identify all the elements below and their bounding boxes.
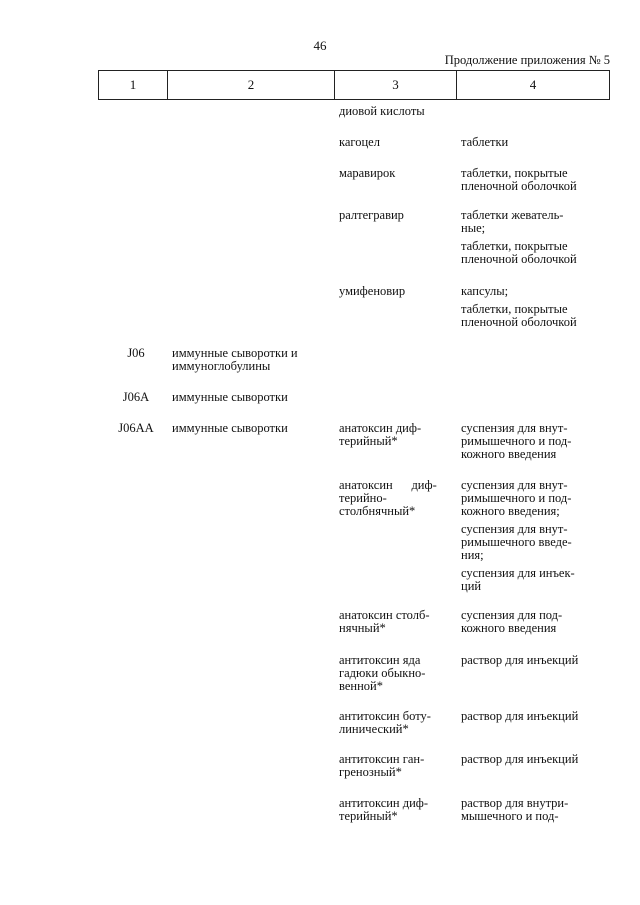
atc-code: J06AA <box>118 421 154 435</box>
dosage-form: таблетки жеватель- ные; <box>461 208 564 235</box>
dosage-form: суспензия для внут- римышечного и под- кожного введения <box>461 421 572 461</box>
substance-name: анатоксин диф- терийно- столбнячный* <box>339 478 437 518</box>
dosage-forms <box>461 797 609 823</box>
dosage-form: таблетки, покрытые пленочной оболочкой <box>461 302 577 329</box>
atc-code: J06 <box>127 346 145 360</box>
column-header-4: 4 <box>457 71 610 100</box>
column-header-2: 2 <box>168 71 335 100</box>
substance-name: диовой кислоты <box>339 104 425 118</box>
dosage-form: суспензия для внут- римышечного и под- кожного введения; <box>461 478 572 518</box>
page-number: 46 <box>313 38 327 53</box>
dosage-form: суспензия для под- кожного введения <box>461 608 563 635</box>
substance-name: антитоксин ган- гренозный* <box>339 752 425 779</box>
dosage-forms <box>461 285 609 329</box>
dosage-form: капсулы; <box>461 284 509 298</box>
dosage-forms <box>461 422 609 461</box>
substance-name: анатоксин диф- терийный* <box>339 421 422 448</box>
substance-name: маравирок <box>339 166 396 180</box>
dosage-forms <box>461 654 609 667</box>
dosage-form: раствор для инъекций <box>461 752 579 766</box>
dosage-forms <box>461 753 609 766</box>
dosage-forms <box>461 136 609 149</box>
dosage-form: раствор для инъекций <box>461 709 579 723</box>
substance-name: антитоксин диф- терийный* <box>339 796 429 823</box>
dosage-form: таблетки, покрытые пленочной оболочкой <box>461 166 577 193</box>
substance-name: антитоксин яда гадюки обыкно- венной* <box>339 653 426 693</box>
substance-name: антитоксин боту- линический* <box>339 709 431 736</box>
dosage-forms <box>461 609 609 635</box>
substance-name: кагоцел <box>339 135 380 149</box>
column-header-3: 3 <box>335 71 457 100</box>
group-name: иммунные сыворотки <box>172 390 288 404</box>
atc-code: J06A <box>122 390 150 404</box>
column-header-1: 1 <box>99 71 168 100</box>
substance-name: умифеновир <box>339 284 406 298</box>
dosage-forms <box>461 209 609 266</box>
group-name: иммунные сыворотки <box>172 421 288 435</box>
continuation-label: Продолжение приложения № 5 <box>444 53 610 67</box>
dosage-form: раствор для внутри- мышечного и под- <box>461 796 569 823</box>
group-name: иммунные сыворотки и иммуноглобулины <box>172 346 298 373</box>
dosage-forms <box>461 710 609 723</box>
dosage-form: суспензия для внут- римышечного введе- ния; <box>461 522 572 562</box>
dosage-form: суспензия для инъек- ций <box>461 566 575 593</box>
dosage-forms <box>461 479 609 593</box>
dosage-form: таблетки <box>461 135 509 149</box>
dosage-forms <box>461 167 609 193</box>
dosage-form: раствор для инъекций <box>461 653 579 667</box>
dosage-form: таблетки, покрытые пленочной оболочкой <box>461 239 577 266</box>
substance-name: ралтегравир <box>339 208 404 222</box>
substance-name: анатоксин столб- нячный* <box>339 608 430 635</box>
